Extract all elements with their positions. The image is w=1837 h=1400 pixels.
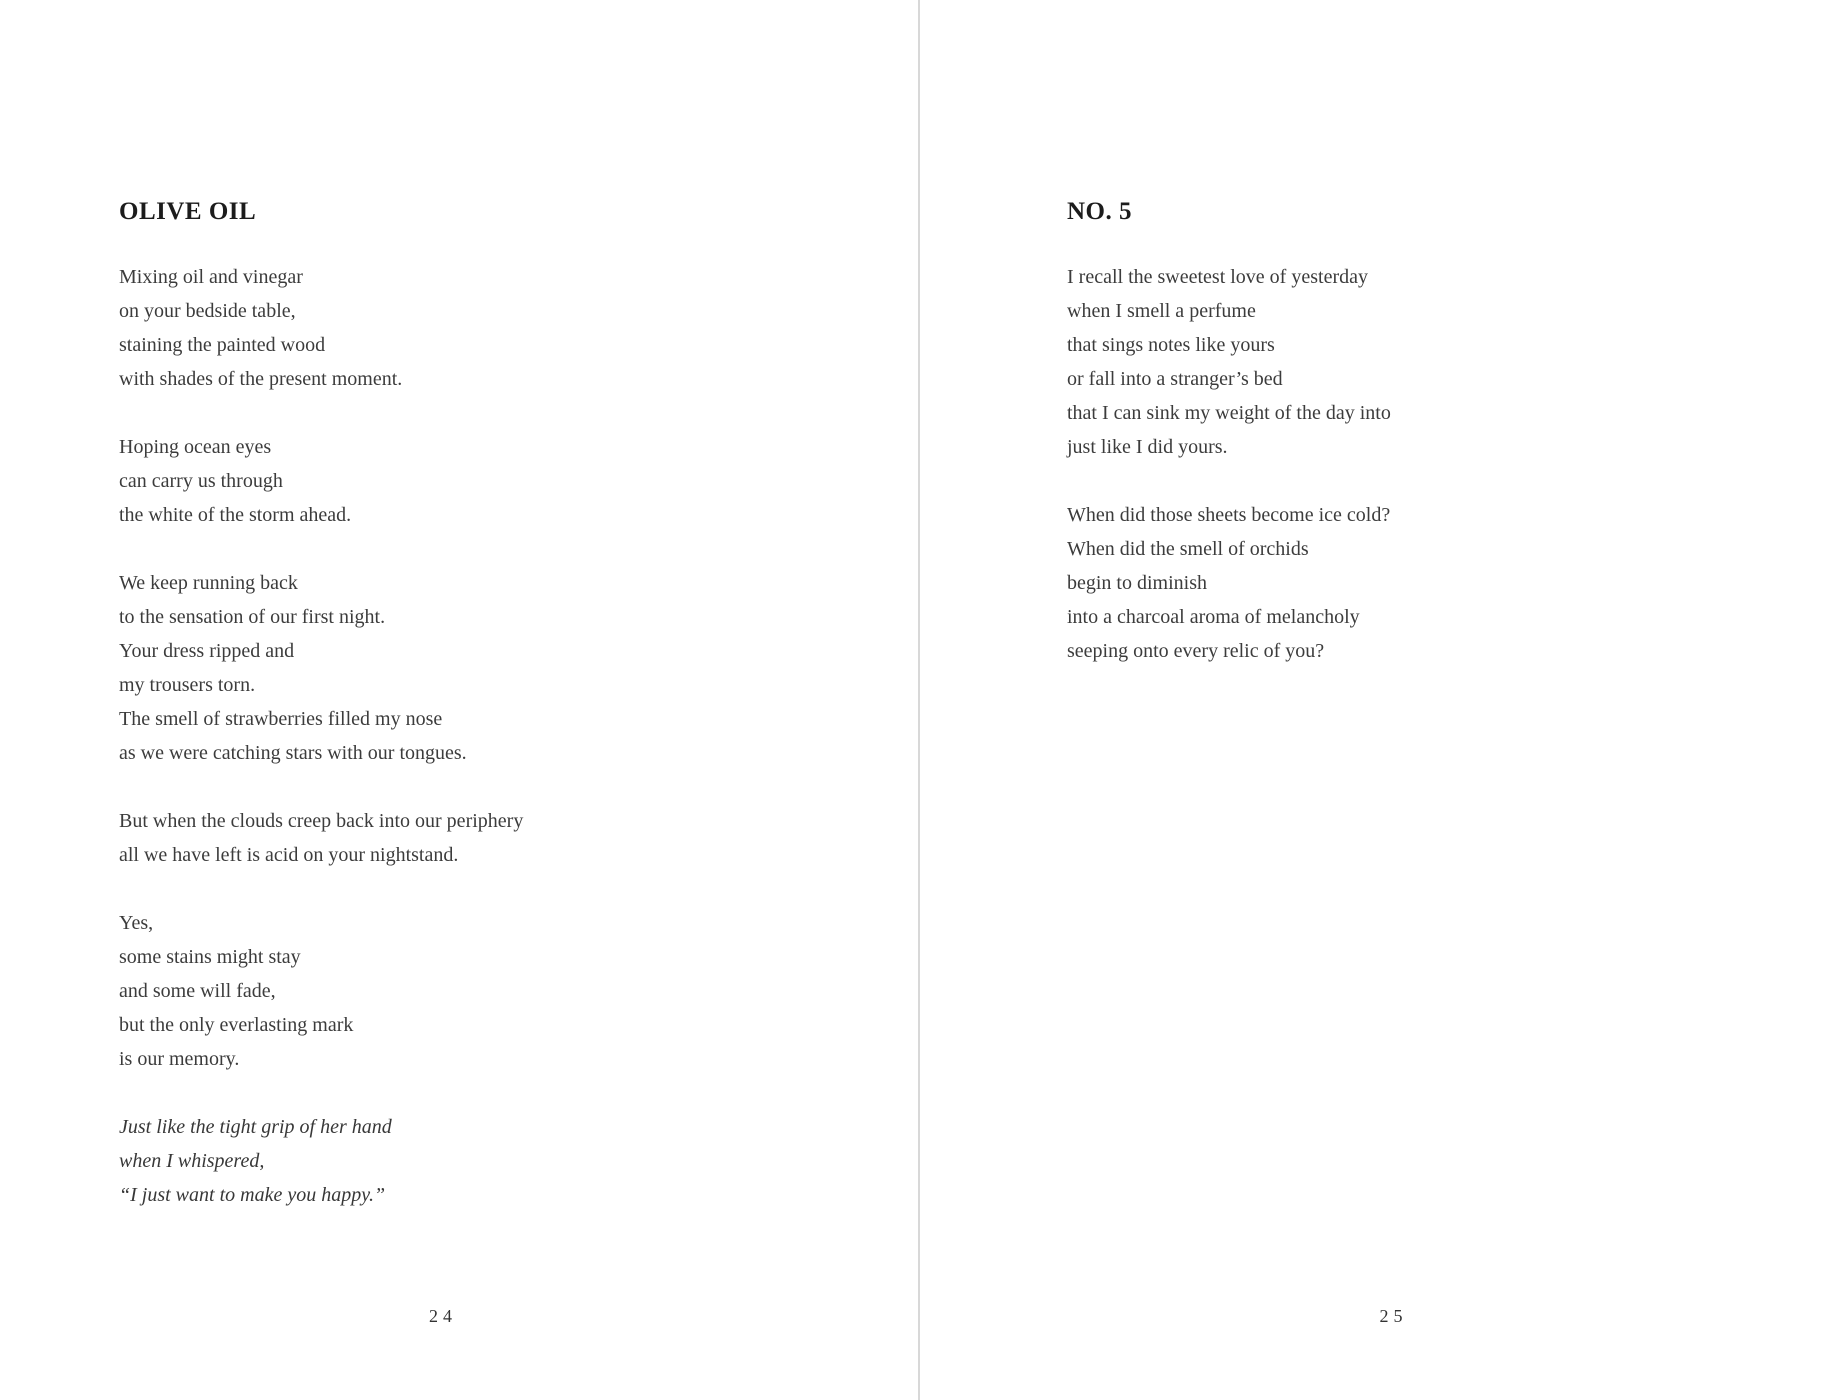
- poem-line: the white of the storm ahead.: [119, 504, 352, 526]
- poem-line: all we have left is acid on your nightstand.: [119, 844, 459, 866]
- stanza: [119, 566, 819, 770]
- poem-line: When did those sheets become ice cold?: [1067, 504, 1391, 526]
- poem-line: I recall the sweetest love of yesterday: [1067, 266, 1368, 288]
- poem-line: Mixing oil and vinegar: [119, 266, 303, 288]
- page-right: [920, 0, 1837, 1400]
- poem-line: when I smell a perfume: [1067, 300, 1256, 322]
- poem-line: on your bedside table,: [119, 300, 296, 322]
- poem-title-left: OLIVE OIL: [119, 198, 257, 225]
- poem-line: “I just want to make you happy.”: [119, 1184, 386, 1206]
- stanza: [1067, 260, 1767, 464]
- page-left: [0, 0, 918, 1400]
- poem-line: When did the smell of orchids: [1067, 538, 1309, 560]
- poem-body-left: [119, 260, 819, 1212]
- poem-line: Your dress ripped and: [119, 640, 295, 662]
- stanza: [119, 804, 819, 872]
- stanza: [119, 1110, 819, 1212]
- stanza: [119, 906, 819, 1076]
- stanza: [119, 260, 819, 396]
- poem-line: just like I did yours.: [1067, 436, 1228, 458]
- poem-title-right: NO. 5: [1067, 198, 1132, 225]
- stanza: [119, 430, 819, 532]
- poem-line: is our memory.: [119, 1048, 240, 1070]
- poem-line: Hoping ocean eyes: [119, 436, 272, 458]
- poem-line: Yes,: [119, 912, 154, 934]
- poem-line: or fall into a stranger’s bed: [1067, 368, 1283, 390]
- poem-line: but the only everlasting mark: [119, 1014, 354, 1036]
- page-right-content: [1067, 197, 1767, 668]
- stanza: [1067, 498, 1767, 668]
- poem-line: The smell of strawberries filled my nose: [119, 708, 443, 730]
- poem-line: into a charcoal aroma of melancholy: [1067, 606, 1360, 628]
- poem-line: seeping onto every relic of you?: [1067, 640, 1325, 662]
- poem-line: to the sensation of our first night.: [119, 606, 386, 628]
- page-number-left: 24: [429, 1306, 457, 1326]
- poem-line: staining the painted wood: [119, 334, 326, 356]
- poem-line: my trousers torn.: [119, 674, 256, 696]
- poem-body-right: [1067, 260, 1767, 668]
- poem-line: can carry us through: [119, 470, 283, 492]
- page-left-content: [119, 197, 819, 1212]
- poem-line: and some will fade,: [119, 980, 276, 1002]
- poem-line: begin to diminish: [1067, 572, 1207, 594]
- poem-line: We keep running back: [119, 572, 298, 594]
- poem-line: some stains might stay: [119, 946, 301, 968]
- page-number-right: 25: [1379, 1306, 1408, 1326]
- poem-line: when I whispered,: [119, 1150, 265, 1172]
- poem-line: with shades of the present moment.: [119, 368, 403, 390]
- poem-line: Just like the tight grip of her hand: [119, 1116, 392, 1138]
- poem-line: that I can sink my weight of the day into: [1067, 402, 1391, 424]
- poem-line: as we were catching stars with our tongues.: [119, 742, 467, 764]
- poem-line: that sings notes like yours: [1067, 334, 1275, 356]
- poem-line: But when the clouds creep back into our periphery: [119, 810, 524, 832]
